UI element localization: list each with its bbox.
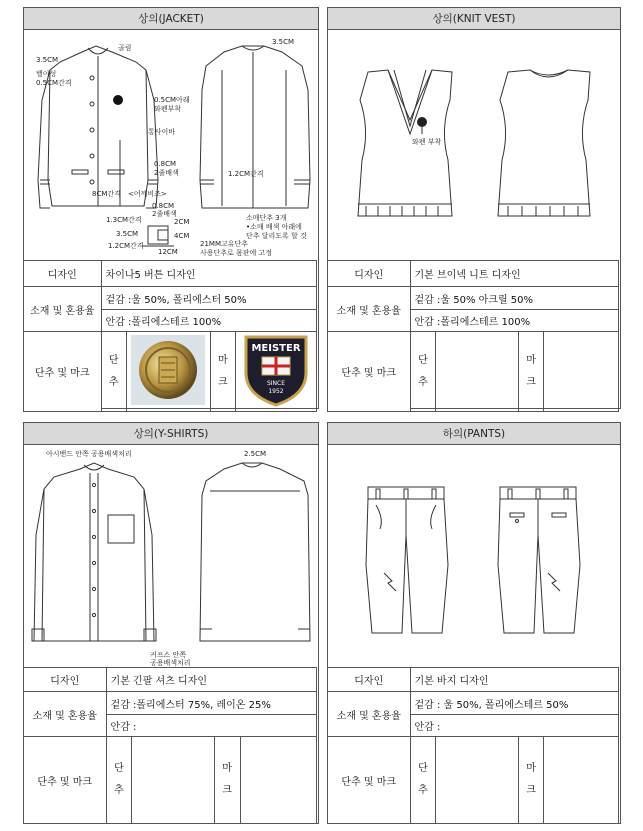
shirt-mark-label: 마 크 [214,737,240,824]
note-detail-4: 4CM [174,232,190,240]
note-band-gap: 0.5CM간격 [36,79,72,87]
jacket-lining-value: 안감 :폴리에스테르 100% [101,310,316,332]
meister-badge [240,333,312,407]
shirt-spec-table [23,667,317,824]
note-detail-08: 0.8CM [152,202,175,210]
pants-lining-value: 안감 : [410,715,618,737]
note-emblem: 와펜부착 [154,105,182,113]
shirt-button-mark-label: 단추 및 마크 [24,737,107,824]
note-08cm: 0.8CM [154,160,177,168]
note-cuff3: 단추 달리도록 할 것 [246,232,307,240]
note-cuff1: 소매단추 3개 [246,214,287,222]
jacket-title: 상의(JACKET) [24,8,318,30]
pants-mark-label: 마 크 [518,737,544,824]
note-band: 밸이성 [36,70,57,78]
vest-button-mark-label: 단추 및 마크 [328,332,411,412]
vest-button-cell [436,332,518,412]
pants-drawing [328,445,620,667]
note-shirt-cuff2: 공용배색처리 [150,659,191,667]
shirt-panel [23,422,319,824]
vest-panel [327,7,621,409]
jacket-mark-label: 마 크 [210,332,235,412]
note-seam: 통사이바 [148,128,176,136]
note-detail-13: 1.3CM간격 [106,216,142,224]
shirt-button-label: 단 추 [106,737,132,824]
pants-design-label: 디자인 [328,668,411,692]
note-back-12cm: 1.2CM간격 [228,170,264,178]
pants-material-label: 소재 및 혼용율 [328,692,411,737]
jacket-button-mark-label: 단추 및 마크 [24,332,102,412]
vest-button-label: 단 추 [410,332,436,412]
jacket-design-label: 디자인 [24,261,102,287]
note-back-35cm: 3.5CM [272,38,295,46]
note-sleeve: <어깨비조> [128,190,167,198]
shirt-outer-value: 겉감 :폴리에스터 75%, 레이온 25% [106,692,316,715]
pants-mark-cell [544,737,619,824]
note-detail-12cm: 12CM [158,248,178,256]
note-8cm: 8CM간격 [92,190,121,198]
button-photo [131,335,205,405]
shirt-design-label: 디자인 [24,668,107,692]
badge-since: SINCE [266,380,285,387]
jacket-design-value: 차이나5 버튼 디자인 [101,261,316,287]
pants-back-sketch [498,487,580,633]
note-05cm: 0.5CM아래 [154,96,190,104]
pants-illustration [328,445,620,667]
pants-design-value: 기본 바지 디자인 [410,668,618,692]
shirt-front-sketch [32,463,156,641]
note-collar: 골림 [118,44,132,52]
note-two-line: 2줄배색 [154,169,179,177]
vest-outer-value: 겉감 :울 50% 아크릴 50% [410,287,618,310]
vest-mark-cell [544,332,619,412]
jacket-back-sketch [200,46,310,208]
shirt-lining-value: 안감 : [106,715,316,737]
jacket-button-label: 단 추 [101,332,126,412]
note-shirt-cm: 2.5CM [244,450,267,458]
pants-button-mark-label: 단추 및 마크 [328,737,411,824]
vest-design-value: 기본 브이넥 니트 디자인 [410,261,618,287]
vest-title: 상의(KNIT VEST) [328,8,620,30]
vest-lining-value: 안감 :폴리에스테르 100% [410,310,618,332]
jacket-outer-value: 겉감 :울 50%, 폴리에스터 50% [101,287,316,310]
jacket-illustration [24,30,318,260]
jacket-button-image [126,332,210,412]
pants-button-cell [436,737,518,824]
pants-button-label: 단 추 [410,737,436,824]
vest-mark-label: 마 크 [518,332,544,412]
shirt-back-sketch [200,463,310,641]
shirt-mark-cell [240,737,317,824]
jacket-panel [23,7,319,409]
vest-drawing [328,30,620,260]
vest-material-label: 소재 및 혼용율 [328,287,411,332]
note-detail-12: 1.2CM간격 [108,242,144,250]
shirt-drawing [24,445,318,667]
note-shirt-cuff1: 커프스 안쪽 [150,651,187,659]
vest-back-sketch [498,70,590,216]
vest-design-label: 디자인 [328,261,411,287]
badge-year: 1952 [268,388,284,395]
shirt-material-label: 소재 및 혼용율 [24,692,107,737]
note-vest-emblem: 와펜 부착 [412,138,442,146]
note-cuff2: •소매 배색 아래에 [246,223,302,231]
pants-panel [327,422,621,824]
pants-outer-value: 겉감 : 울 50%, 폴리에스테르 50% [410,692,618,715]
pants-title: 하의(PANTS) [328,423,620,445]
note-detail-21b: 사용단추로 몸판에 고정 [200,249,273,257]
shirt-button-cell [132,737,214,824]
shirt-design-value: 기본 긴팔 셔츠 디자인 [106,668,316,692]
pants-front-sketch [366,487,448,633]
jacket-collar-detail [142,226,174,246]
note-detail-2cm: 2CM [174,218,190,226]
badge-text: MEISTER [251,343,301,354]
shirt-illustration [24,445,318,667]
note-detail-2line: 2줄배색 [152,210,177,218]
vest-illustration [328,30,620,260]
note-detail-21: 21MM고유단추 [200,240,249,248]
note-shirt-neck: 아시밴드 안쪽 공용배색처리 [46,450,132,458]
jacket-mark-image [235,332,316,412]
jacket-material-label: 소재 및 혼용율 [24,287,102,332]
shirt-title: 상의(Y-SHIRTS) [24,423,318,445]
pants-spec-table [327,667,619,824]
note-35cm: 3.5CM [36,56,59,64]
vest-spec-table [327,260,619,412]
note-detail-35: 3.5CM [116,230,139,238]
jacket-spec-table [23,260,317,412]
jacket-drawing [24,30,318,260]
